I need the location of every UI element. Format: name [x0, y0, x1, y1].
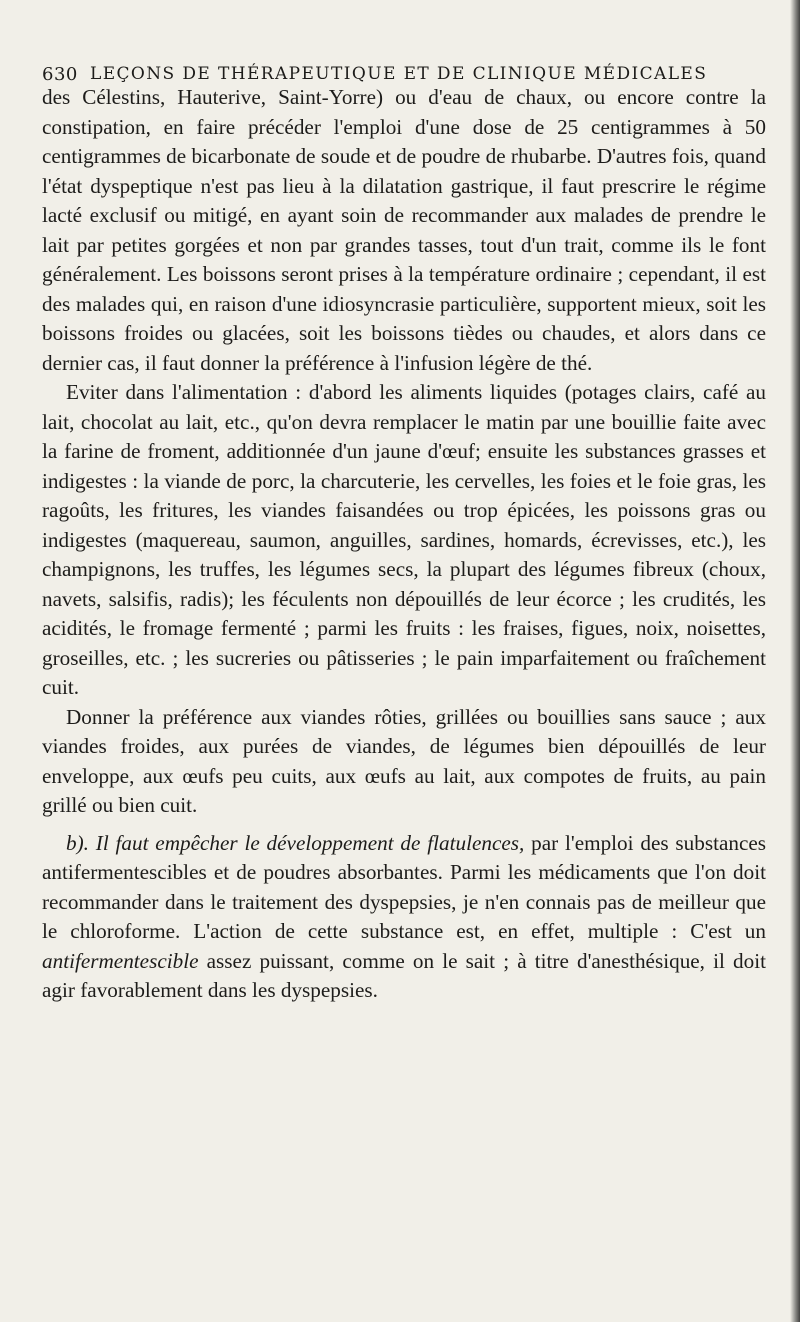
- running-head: LEÇONS DE THÉRAPEUTIQUE ET DE CLINIQUE MÉDICALES: [90, 64, 708, 84]
- italic-term: antifermentescible: [42, 948, 199, 973]
- section-italic-lead: Il faut empêcher le développement de flatulences,: [95, 830, 525, 855]
- body-text: [42, 83, 766, 1006]
- paragraph-2: Eviter dans l'alimentation : d'abord les aliments liquides (potages clairs, café au lait, chocolat au lait, etc., qu'on devra remplacer le matin par une bouillie faite avec la farine de froment, additionnée d'un jaune d'œuf; ensuite les substances grasses et indigestes : la viande de porc, la charcuterie, les cervelles, les foies et le foie gras, les ragoûts, les fritures, les viandes faisandées ou trop épicées, les poissons gras ou indigestes (maquereau, saumon, anguilles, sardines, homards, écrevisses, etc.), les champignons, les truffes, les légumes secs, la plupart des légumes fibreux (choux, navets, salsifis, radis); les féculents non dépouillés de leur écorce ; les crudités, les acidités, le fromage fermenté ; parmi les fruits : les fraises, figues, noix, noisettes, groseilles, etc. ; les sucreries ou pâtisseries ; le pain imparfaitement ou fraîchement cuit.: [42, 380, 766, 699]
- paragraph-4-text-b: assez puissant, comme on le sait ; à titre d'anesthésique, il doit agir favorablement dans les dyspepsies.: [42, 948, 766, 1002]
- page-edge-shadow: [790, 0, 800, 1322]
- paragraph-3: Donner la préférence aux viandes rôties, grillées ou bouillies sans sauce ; aux viandes froides, aux purées de viandes, de légumes bien dépouillés de leur enveloppe, aux œufs peu cuits, aux œufs au lait, aux compotes de fruits, au pain grillé ou bien cuit.: [42, 704, 766, 817]
- page-number: 630: [42, 64, 78, 85]
- paragraph-1: des Célestins, Hauterive, Saint-Yorre) ou d'eau de chaux, ou encore contre la constipation, en faire précéder l'emploi d'une dose de 25 centigrammes à 50 centigrammes de bicarbonate de soude et de poudre de rhubarbe. D'autres fois, quand l'état dyspeptique n'est pas lieu à la dilatation gastrique, il faut prescrire le régime lacté exclusif ou mitigé, en ayant soin de recommander aux malades de prendre le lait par petites gorgées et non par grandes tasses, tout d'un trait, comme ils le font généralement. Les boissons seront prises à la température ordinaire ; cependant, il est des malades qui, en raison d'une idiosyncrasie particulière, supportent mieux, soit les boissons froides ou glacées, soit les boissons tièdes ou chaudes, et alors dans ce dernier cas, il faut donner la préférence à l'infusion légère de thé.: [42, 85, 766, 375]
- section-label: b).: [66, 830, 89, 855]
- paragraph-4: [42, 829, 766, 1006]
- paragraph-4-text-a: par l'emploi des substances antifermentescibles et de poudres absorbantes. Parmi les médicaments que l'on doit recommander dans le traitement des dyspepsies, je n'en connais pas de meilleur que le chloroforme. L'action de cette substance est, en effet, multiple : C'est un: [42, 830, 767, 943]
